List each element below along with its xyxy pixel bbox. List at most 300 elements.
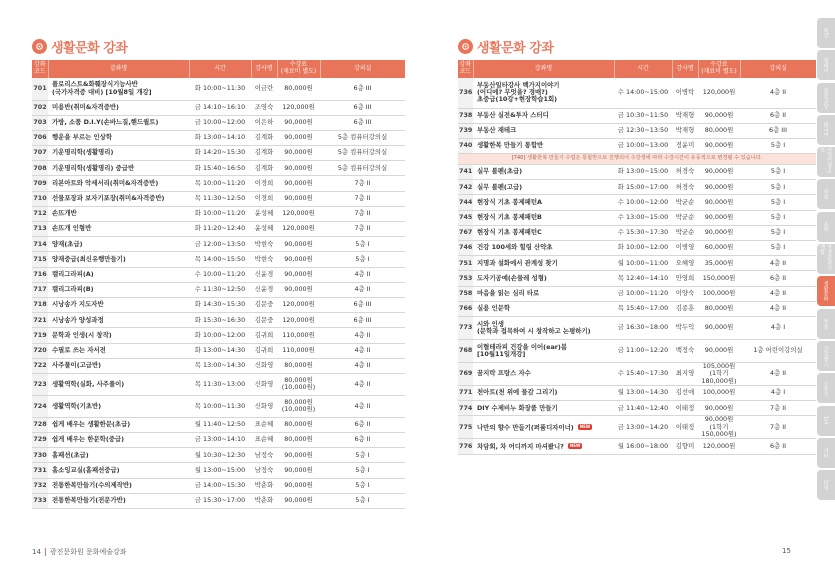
cell-name: 전통한복만들기(전문가반) bbox=[48, 493, 189, 508]
cell-teacher: 박재형 bbox=[672, 108, 698, 123]
cell-code: 710 bbox=[32, 191, 48, 206]
column-header-room: 강의실 bbox=[320, 60, 405, 78]
cell-code: 708 bbox=[32, 161, 48, 176]
side-tab-3[interactable]: 외국어 bbox=[817, 115, 835, 145]
column-header-teacher: 강사명 bbox=[672, 60, 698, 78]
cell-time: 수 15:40~17:30 bbox=[614, 362, 672, 385]
cell-fee: 90,000원 bbox=[698, 316, 740, 339]
cell-room: 6층 III bbox=[320, 313, 405, 328]
cell-teacher: 박춘화 bbox=[251, 478, 277, 493]
cell-fee: 120,000원 bbox=[277, 297, 320, 312]
cell-fee: 90,000원 bbox=[698, 210, 740, 225]
cell-time: 화 11:20~12:40 bbox=[189, 222, 251, 237]
cell-time: 화 14:30~15:30 bbox=[189, 297, 251, 312]
cell-name: 손뜨개반 bbox=[48, 206, 189, 221]
table-row bbox=[458, 439, 816, 454]
cell-teacher: 박재형 bbox=[672, 123, 698, 138]
cell-code: 775 bbox=[458, 416, 473, 439]
section-title: 생활문화 강좌 bbox=[51, 41, 128, 56]
cell-fee: 80,000원 bbox=[698, 123, 740, 138]
cell-code: 713 bbox=[32, 222, 48, 237]
table-row bbox=[458, 210, 816, 225]
table-header bbox=[32, 60, 405, 78]
cell-teacher: 박균순 bbox=[672, 225, 698, 240]
side-tab-navigation bbox=[817, 18, 835, 502]
cell-name: 현장식 기초 봉제패턴C bbox=[473, 225, 614, 240]
cell-time: 수 13:00~15:00 bbox=[614, 210, 672, 225]
footer-left bbox=[32, 547, 127, 557]
cell-name: 현장식 기초 봉제패턴B bbox=[473, 210, 614, 225]
cell-fee: 90,000원 bbox=[277, 478, 320, 493]
cell-teacher: 박균순 bbox=[672, 195, 698, 210]
table-row bbox=[32, 297, 405, 312]
cell-name: 홈소잉교실(홈패션중급) bbox=[48, 463, 189, 478]
column-header-name: 강좌명 bbox=[48, 60, 189, 78]
cell-code: 751 bbox=[458, 256, 473, 271]
cell-name: 생활역학(실화, 사주풀이) bbox=[48, 373, 189, 395]
table-row bbox=[32, 328, 405, 343]
cell-room: 6층 II bbox=[320, 417, 405, 432]
cell-code: 771 bbox=[458, 386, 473, 401]
cell-fee: 80,000원 bbox=[277, 417, 320, 432]
cell-code: 733 bbox=[32, 493, 48, 508]
cell-time: 금 14:10~16:10 bbox=[189, 100, 251, 115]
cell-name: 리본아트와 악세서리(취미&자격증반) bbox=[48, 176, 189, 191]
table-row bbox=[32, 358, 405, 373]
table-row bbox=[458, 339, 816, 362]
cell-teacher: 김향미 bbox=[672, 439, 698, 454]
cell-room: 7층 II bbox=[740, 416, 816, 439]
cell-name: 실용 인문학 bbox=[473, 301, 614, 316]
cell-fee: 80,000원 bbox=[277, 78, 320, 100]
cell-name: 부동산 실전&투자 스터디 bbox=[473, 108, 614, 123]
cell-time: 금 14:00~15:30 bbox=[189, 478, 251, 493]
cell-room: 6층 III bbox=[320, 100, 405, 115]
cell-code: 746 bbox=[458, 241, 473, 256]
table-header bbox=[458, 60, 816, 78]
cell-room: 5층 I bbox=[320, 478, 405, 493]
cell-time: 금 12:30~13:50 bbox=[614, 123, 672, 138]
cell-room: 5층 I bbox=[320, 237, 405, 252]
cell-name: 기운명리학(생활명리) bbox=[48, 146, 189, 161]
footer-divider bbox=[45, 548, 46, 556]
cell-code: 724 bbox=[32, 395, 48, 417]
cell-room: 5층 I bbox=[320, 252, 405, 267]
cell-teacher: 표순혜 bbox=[251, 433, 277, 448]
cell-time: 목 10:00~11:30 bbox=[189, 395, 251, 417]
cell-fee: 100,000원 bbox=[698, 386, 740, 401]
cell-time: 금 10:00~12:00 bbox=[189, 115, 251, 130]
cell-name: 미용반(취미&자격증반) bbox=[48, 100, 189, 115]
table-row bbox=[32, 176, 405, 191]
cell-time: 월 10:30~12:30 bbox=[189, 448, 251, 463]
side-tab-11[interactable]: 스포츠 bbox=[817, 373, 835, 403]
cell-code: 720 bbox=[32, 343, 48, 358]
side-tab-0[interactable]: 특강 bbox=[817, 18, 835, 48]
cell-name: 기운명리학(생활명리) 중급반 bbox=[48, 161, 189, 176]
cell-fee: 90,000원 bbox=[277, 463, 320, 478]
table-row bbox=[458, 195, 816, 210]
cell-room: 5층 컴퓨터강의실 bbox=[320, 130, 405, 145]
cell-room: 7층 II bbox=[320, 191, 405, 206]
cell-code: 722 bbox=[32, 358, 48, 373]
page-number-right: 15 bbox=[782, 547, 791, 555]
cell-time: 금 10:30~11:50 bbox=[614, 108, 672, 123]
table-row bbox=[458, 180, 816, 195]
cell-time: 월 13:00~14:30 bbox=[614, 386, 672, 401]
cell-teacher: 이경희 bbox=[251, 176, 277, 191]
cell-room: 7층 II bbox=[320, 206, 405, 221]
cell-teacher: 박춘화 bbox=[251, 493, 277, 508]
side-tab-4[interactable]: 어린이/청소년 bbox=[817, 147, 835, 177]
cell-time: 화 10:00~11:20 bbox=[189, 206, 251, 221]
cell-teacher: 백정숙 bbox=[672, 339, 698, 362]
table-row bbox=[32, 282, 405, 297]
cell-room: 4층 II bbox=[740, 256, 816, 271]
cell-time: 화 10:00~12:00 bbox=[189, 328, 251, 343]
cell-name: 선물포장과 보자기포장(취미&자격증반) bbox=[48, 191, 189, 206]
cell-name: 플로리스트&화훼장식기능사반 (국가자격증 대비) [10월8일 개강] bbox=[48, 78, 189, 100]
cell-code: 739 bbox=[458, 123, 473, 138]
side-tab-12[interactable]: 1일 bbox=[817, 406, 835, 436]
column-header-code: 강좌 코드 bbox=[458, 60, 473, 78]
cell-teacher: 허경숙 bbox=[672, 180, 698, 195]
cell-room: 7층 II bbox=[320, 222, 405, 237]
side-tab-2[interactable]: 인문교양 bbox=[817, 83, 835, 113]
table-row bbox=[458, 301, 816, 316]
cell-code: 732 bbox=[32, 478, 48, 493]
cell-time: 목 15:40~17:00 bbox=[614, 301, 672, 316]
cell-teacher: 허경숙 bbox=[672, 165, 698, 180]
cell-teacher: 김귀희 bbox=[251, 328, 277, 343]
cell-fee: 120,000원 bbox=[277, 222, 320, 237]
cell-room: 4층 II bbox=[320, 358, 405, 373]
side-tab-10[interactable]: 건강댄스 bbox=[817, 341, 835, 371]
column-header-name: 강좌명 bbox=[473, 60, 614, 78]
table-row bbox=[458, 123, 816, 138]
cell-teacher: 박현숙 bbox=[251, 237, 277, 252]
cell-name: 쉽게 배우는 한문학(중급) bbox=[48, 433, 189, 448]
cell-teacher: 김문중 bbox=[251, 313, 277, 328]
cell-teacher: 이은하 bbox=[251, 115, 277, 130]
cell-fee: 110,000원 bbox=[277, 328, 320, 343]
cell-name: 마음을 읽는 심리 타로 bbox=[473, 286, 614, 301]
cell-fee: 120,000원 bbox=[277, 313, 320, 328]
cell-teacher: 이경희 bbox=[251, 191, 277, 206]
table-row bbox=[32, 267, 405, 282]
cell-fee: 35,000원 bbox=[698, 256, 740, 271]
cell-name: 꿈지락 프랑스 자수 bbox=[473, 362, 614, 385]
cell-time: 목 10:00~11:20 bbox=[189, 176, 251, 191]
cell-code: 736 bbox=[458, 78, 473, 108]
cell-time: 금 11:00~12:20 bbox=[614, 339, 672, 362]
cell-room: 7층 II bbox=[740, 401, 816, 416]
cell-time: 월 13:00~15:00 bbox=[189, 463, 251, 478]
cell-teacher: 김계화 bbox=[251, 161, 277, 176]
cell-room: 4층 I bbox=[740, 316, 816, 339]
cell-room: 7층 II bbox=[320, 176, 405, 191]
cell-code: 753 bbox=[458, 271, 473, 286]
table-row bbox=[458, 165, 816, 180]
cell-fee: 90,000원 bbox=[277, 282, 320, 297]
cell-name: 가방, 소품 D.I.Y(손바느질,핸드퀼트) bbox=[48, 115, 189, 130]
cell-teacher: 김선애 bbox=[672, 386, 698, 401]
cell-teacher: 이금란 bbox=[251, 78, 277, 100]
cell-name: 쉽게 배우는 생활한문(초급) bbox=[48, 417, 189, 432]
cell-code: 712 bbox=[32, 206, 48, 221]
table-row bbox=[32, 146, 405, 161]
cell-fee: 90,000원 bbox=[277, 130, 320, 145]
cell-fee: 90,000원 bbox=[277, 191, 320, 206]
cell-time: 화 14:20~15:30 bbox=[189, 146, 251, 161]
cell-teacher: 신화영 bbox=[251, 358, 277, 373]
cell-time: 금 13:00~14:20 bbox=[614, 416, 672, 439]
column-header-teacher: 강사명 bbox=[251, 60, 277, 78]
cell-time: 화 13:00~14:30 bbox=[189, 343, 251, 358]
cell-name: 홈패션(초급) bbox=[48, 448, 189, 463]
cell-code: 718 bbox=[32, 297, 48, 312]
table-row bbox=[458, 386, 816, 401]
cell-code: 716 bbox=[32, 267, 48, 282]
cell-teacher: 김귀희 bbox=[251, 343, 277, 358]
cell-code: 774 bbox=[458, 401, 473, 416]
cell-room: 4층 II bbox=[740, 78, 816, 108]
notice-text: [740] 생활한복 만들기 수업은 통합반으로 진행되어 수강생에 따라 수강시간이 유동적으로 변경될 수 있습니다. bbox=[458, 154, 816, 165]
cell-code: 715 bbox=[32, 252, 48, 267]
table-row bbox=[458, 416, 816, 439]
cell-fee: 90,000원 bbox=[698, 339, 740, 362]
cell-room: 6층 II bbox=[740, 271, 816, 286]
cell-code: 721 bbox=[32, 313, 48, 328]
cell-code: 717 bbox=[32, 282, 48, 297]
cell-name: DIY 수제비누 화장품 만들기 bbox=[473, 401, 614, 416]
cell-name: 나만의 향수 만들기(퍼퓸디자이너) NEW bbox=[473, 416, 614, 439]
cell-room: 4층 I bbox=[740, 386, 816, 401]
cell-time: 금 13:00~14:10 bbox=[189, 433, 251, 448]
cell-teacher: 김문중 bbox=[251, 297, 277, 312]
cell-fee: 90,000원 (1학기 150,000원) bbox=[698, 416, 740, 439]
cell-name: 캘리그라피(B) bbox=[48, 282, 189, 297]
cell-room: 4층 II bbox=[320, 282, 405, 297]
cell-time: 금 15:30~17:00 bbox=[189, 493, 251, 508]
cell-time: 금 10:00~13:00 bbox=[614, 138, 672, 153]
cell-teacher: 김계화 bbox=[251, 146, 277, 161]
cell-teacher: 조영숙 bbox=[251, 100, 277, 115]
side-tab-7[interactable]: 자격증/자기계발 bbox=[817, 244, 835, 274]
section-title: 생활문화 강좌 bbox=[477, 41, 554, 56]
cell-room: 6층 III bbox=[320, 78, 405, 100]
cell-code: 709 bbox=[32, 176, 48, 191]
cell-fee: 80,000원 bbox=[277, 433, 320, 448]
table-row bbox=[32, 478, 405, 493]
cell-name: 손뜨개 인형반 bbox=[48, 222, 189, 237]
cell-name: 건강 100세와 힐링 산약초 bbox=[473, 241, 614, 256]
cell-time: 목 14:00~15:50 bbox=[189, 252, 251, 267]
cell-fee: 60,000원 bbox=[698, 241, 740, 256]
table-row bbox=[32, 373, 405, 395]
cell-fee: 90,000원 bbox=[698, 180, 740, 195]
cell-room: 4층 II bbox=[320, 343, 405, 358]
cell-teacher: 박두익 bbox=[672, 316, 698, 339]
side-tab-5[interactable]: 미술 bbox=[817, 179, 835, 209]
new-badge: NEW bbox=[579, 423, 591, 429]
column-header-code: 강좌 코드 bbox=[32, 60, 48, 78]
cell-fee: 80,000원 bbox=[698, 301, 740, 316]
cell-teacher: 정윤미 bbox=[672, 138, 698, 153]
cell-code: 776 bbox=[458, 439, 473, 454]
cell-teacher: 신윤경 bbox=[251, 267, 277, 282]
cell-code: 714 bbox=[32, 237, 48, 252]
table-row bbox=[32, 493, 405, 508]
cell-fee: 90,000원 bbox=[277, 115, 320, 130]
table-row bbox=[458, 362, 816, 385]
cell-teacher: 박현숙 bbox=[251, 252, 277, 267]
cell-code: 731 bbox=[32, 463, 48, 478]
column-header-fee: 수강료 (재료비 별도) bbox=[277, 60, 320, 78]
cell-teacher: 박균순 bbox=[672, 210, 698, 225]
cell-teacher: 이병탁 bbox=[672, 78, 698, 108]
side-tab-8[interactable]: 생활문화 bbox=[817, 276, 835, 306]
cell-fee: 120,000원 bbox=[698, 439, 740, 454]
column-header-time: 시간 bbox=[189, 60, 251, 78]
table-row bbox=[32, 78, 405, 100]
cell-teacher: 오혜영 bbox=[672, 256, 698, 271]
cell-name: 차담회, 차 어디까지 마셔봤니? NEW bbox=[473, 439, 614, 454]
cell-time: 금 12:00~13:50 bbox=[189, 237, 251, 252]
cell-fee: 80,000원 bbox=[277, 358, 320, 373]
cell-time: 목 13:00~14:30 bbox=[189, 358, 251, 373]
cell-fee: 90,000원 bbox=[277, 176, 320, 191]
cell-fee: 90,000원 bbox=[698, 165, 740, 180]
cell-code: 703 bbox=[32, 115, 48, 130]
cell-room: 5층 컴퓨터강의실 bbox=[320, 161, 405, 176]
cell-name: 행운을 부르는 인상학 bbox=[48, 130, 189, 145]
column-header-fee: 수강료 (재료비 별도) bbox=[698, 60, 740, 78]
cell-teacher: 남정숙 bbox=[251, 463, 277, 478]
section-header-left bbox=[32, 37, 127, 56]
cell-code: 744 bbox=[458, 195, 473, 210]
cell-code: 767 bbox=[458, 225, 473, 240]
cell-code: 745 bbox=[458, 210, 473, 225]
table-row bbox=[32, 252, 405, 267]
cell-time: 화 13:00~15:00 bbox=[614, 165, 672, 180]
cell-time: 금 16:30~18:00 bbox=[614, 316, 672, 339]
cell-fee: 90,000원 bbox=[698, 401, 740, 416]
cell-room: 6층 III bbox=[740, 123, 816, 138]
cell-room: 5층 I bbox=[320, 463, 405, 478]
cell-room: 4층 II bbox=[320, 395, 405, 417]
cell-name: 도자기공예(손물레 성형) bbox=[473, 271, 614, 286]
cell-code: 773 bbox=[458, 316, 473, 339]
table-row bbox=[458, 316, 816, 339]
side-tab-1[interactable]: 원데이 bbox=[817, 50, 835, 80]
cell-name: 천아트(천 위에 물감 그리기) bbox=[473, 386, 614, 401]
cell-code: 729 bbox=[32, 433, 48, 448]
cell-time: 목 11:30~13:00 bbox=[189, 373, 251, 395]
table-row bbox=[32, 237, 405, 252]
cell-room: 4층 II bbox=[320, 373, 405, 395]
cell-teacher: 표순혜 bbox=[251, 417, 277, 432]
table-row bbox=[458, 225, 816, 240]
cell-code: 730 bbox=[32, 448, 48, 463]
cell-fee: 90,000원 bbox=[277, 493, 320, 508]
table-row bbox=[32, 395, 405, 417]
right-page bbox=[428, 0, 816, 571]
cell-fee: 120,000원 bbox=[277, 206, 320, 221]
cell-code: 742 bbox=[458, 180, 473, 195]
cell-name: 현장식 기초 봉제패턴A bbox=[473, 195, 614, 210]
cell-room: 5층 I bbox=[740, 210, 816, 225]
cell-code: 707 bbox=[32, 146, 48, 161]
side-tab-6[interactable]: 음악 bbox=[817, 212, 835, 242]
cell-room: 5층 I bbox=[740, 165, 816, 180]
cell-code: 701 bbox=[32, 78, 48, 100]
table-row bbox=[32, 130, 405, 145]
cell-fee: 90,000원 bbox=[698, 108, 740, 123]
cell-time: 월 10:00~11:00 bbox=[614, 256, 672, 271]
cell-room: 5층 I bbox=[320, 448, 405, 463]
column-header-room: 강의실 bbox=[740, 60, 816, 78]
cell-name: 양재(초급) bbox=[48, 237, 189, 252]
cell-fee: 120,000원 bbox=[698, 78, 740, 108]
cell-teacher: 김계화 bbox=[251, 130, 277, 145]
cell-room: 5층 I bbox=[740, 195, 816, 210]
side-tab-13[interactable]: 기타 bbox=[817, 438, 835, 468]
cell-fee: 90,000원 bbox=[277, 252, 320, 267]
table-row bbox=[458, 286, 816, 301]
cell-time: 화 15:30~16:30 bbox=[189, 313, 251, 328]
table-row bbox=[458, 401, 816, 416]
side-tab-14[interactable]: 안내 bbox=[817, 470, 835, 500]
table-row bbox=[458, 256, 816, 271]
cell-name: 캘리그라피(A) bbox=[48, 267, 189, 282]
cell-code: 706 bbox=[32, 130, 48, 145]
cell-room: 5층 I bbox=[740, 138, 816, 153]
table-row bbox=[458, 78, 816, 108]
culture-icon bbox=[32, 39, 47, 54]
course-table-right bbox=[458, 60, 816, 455]
cell-name: 이혈테라피 건강을 이어(ear)봄 [10월11일개강] bbox=[473, 339, 614, 362]
cell-time: 금 10:00~11:20 bbox=[614, 286, 672, 301]
new-badge: NEW bbox=[569, 442, 581, 448]
cell-name: 시와 인생 (문학과 접목하여 시 창작하고 논평하기) bbox=[473, 316, 614, 339]
cell-name: 생활역학(기초반) bbox=[48, 395, 189, 417]
table-row bbox=[32, 448, 405, 463]
cell-name: 시낭송가 지도자반 bbox=[48, 297, 189, 312]
cell-room: 5층 I bbox=[740, 180, 816, 195]
cell-code: 766 bbox=[458, 301, 473, 316]
cell-room: 6층 II bbox=[740, 108, 816, 123]
table-row bbox=[32, 191, 405, 206]
cell-name: 문학과 인생(시 창작) bbox=[48, 328, 189, 343]
cell-teacher: 신윤경 bbox=[251, 282, 277, 297]
cell-code: 769 bbox=[458, 362, 473, 385]
cell-time: 월 11:40~12:50 bbox=[189, 417, 251, 432]
cell-time: 화 15:00~17:00 bbox=[614, 180, 672, 195]
cell-name: 양재중급(최신유행만들기) bbox=[48, 252, 189, 267]
cell-time: 목 11:30~12:50 bbox=[189, 191, 251, 206]
cell-fee: 80,000원 (10,000원) bbox=[277, 373, 320, 395]
cell-fee: 90,000원 bbox=[698, 225, 740, 240]
cell-time: 화 13:00~14:10 bbox=[189, 130, 251, 145]
cell-fee: 90,000원 bbox=[698, 138, 740, 153]
table-row bbox=[458, 271, 816, 286]
cell-code: 768 bbox=[458, 339, 473, 362]
cell-time: 월 16:00~18:00 bbox=[614, 439, 672, 454]
cell-code: 719 bbox=[32, 328, 48, 343]
cell-code: 740 bbox=[458, 138, 473, 153]
side-tab-9[interactable]: 무용 bbox=[817, 309, 835, 339]
